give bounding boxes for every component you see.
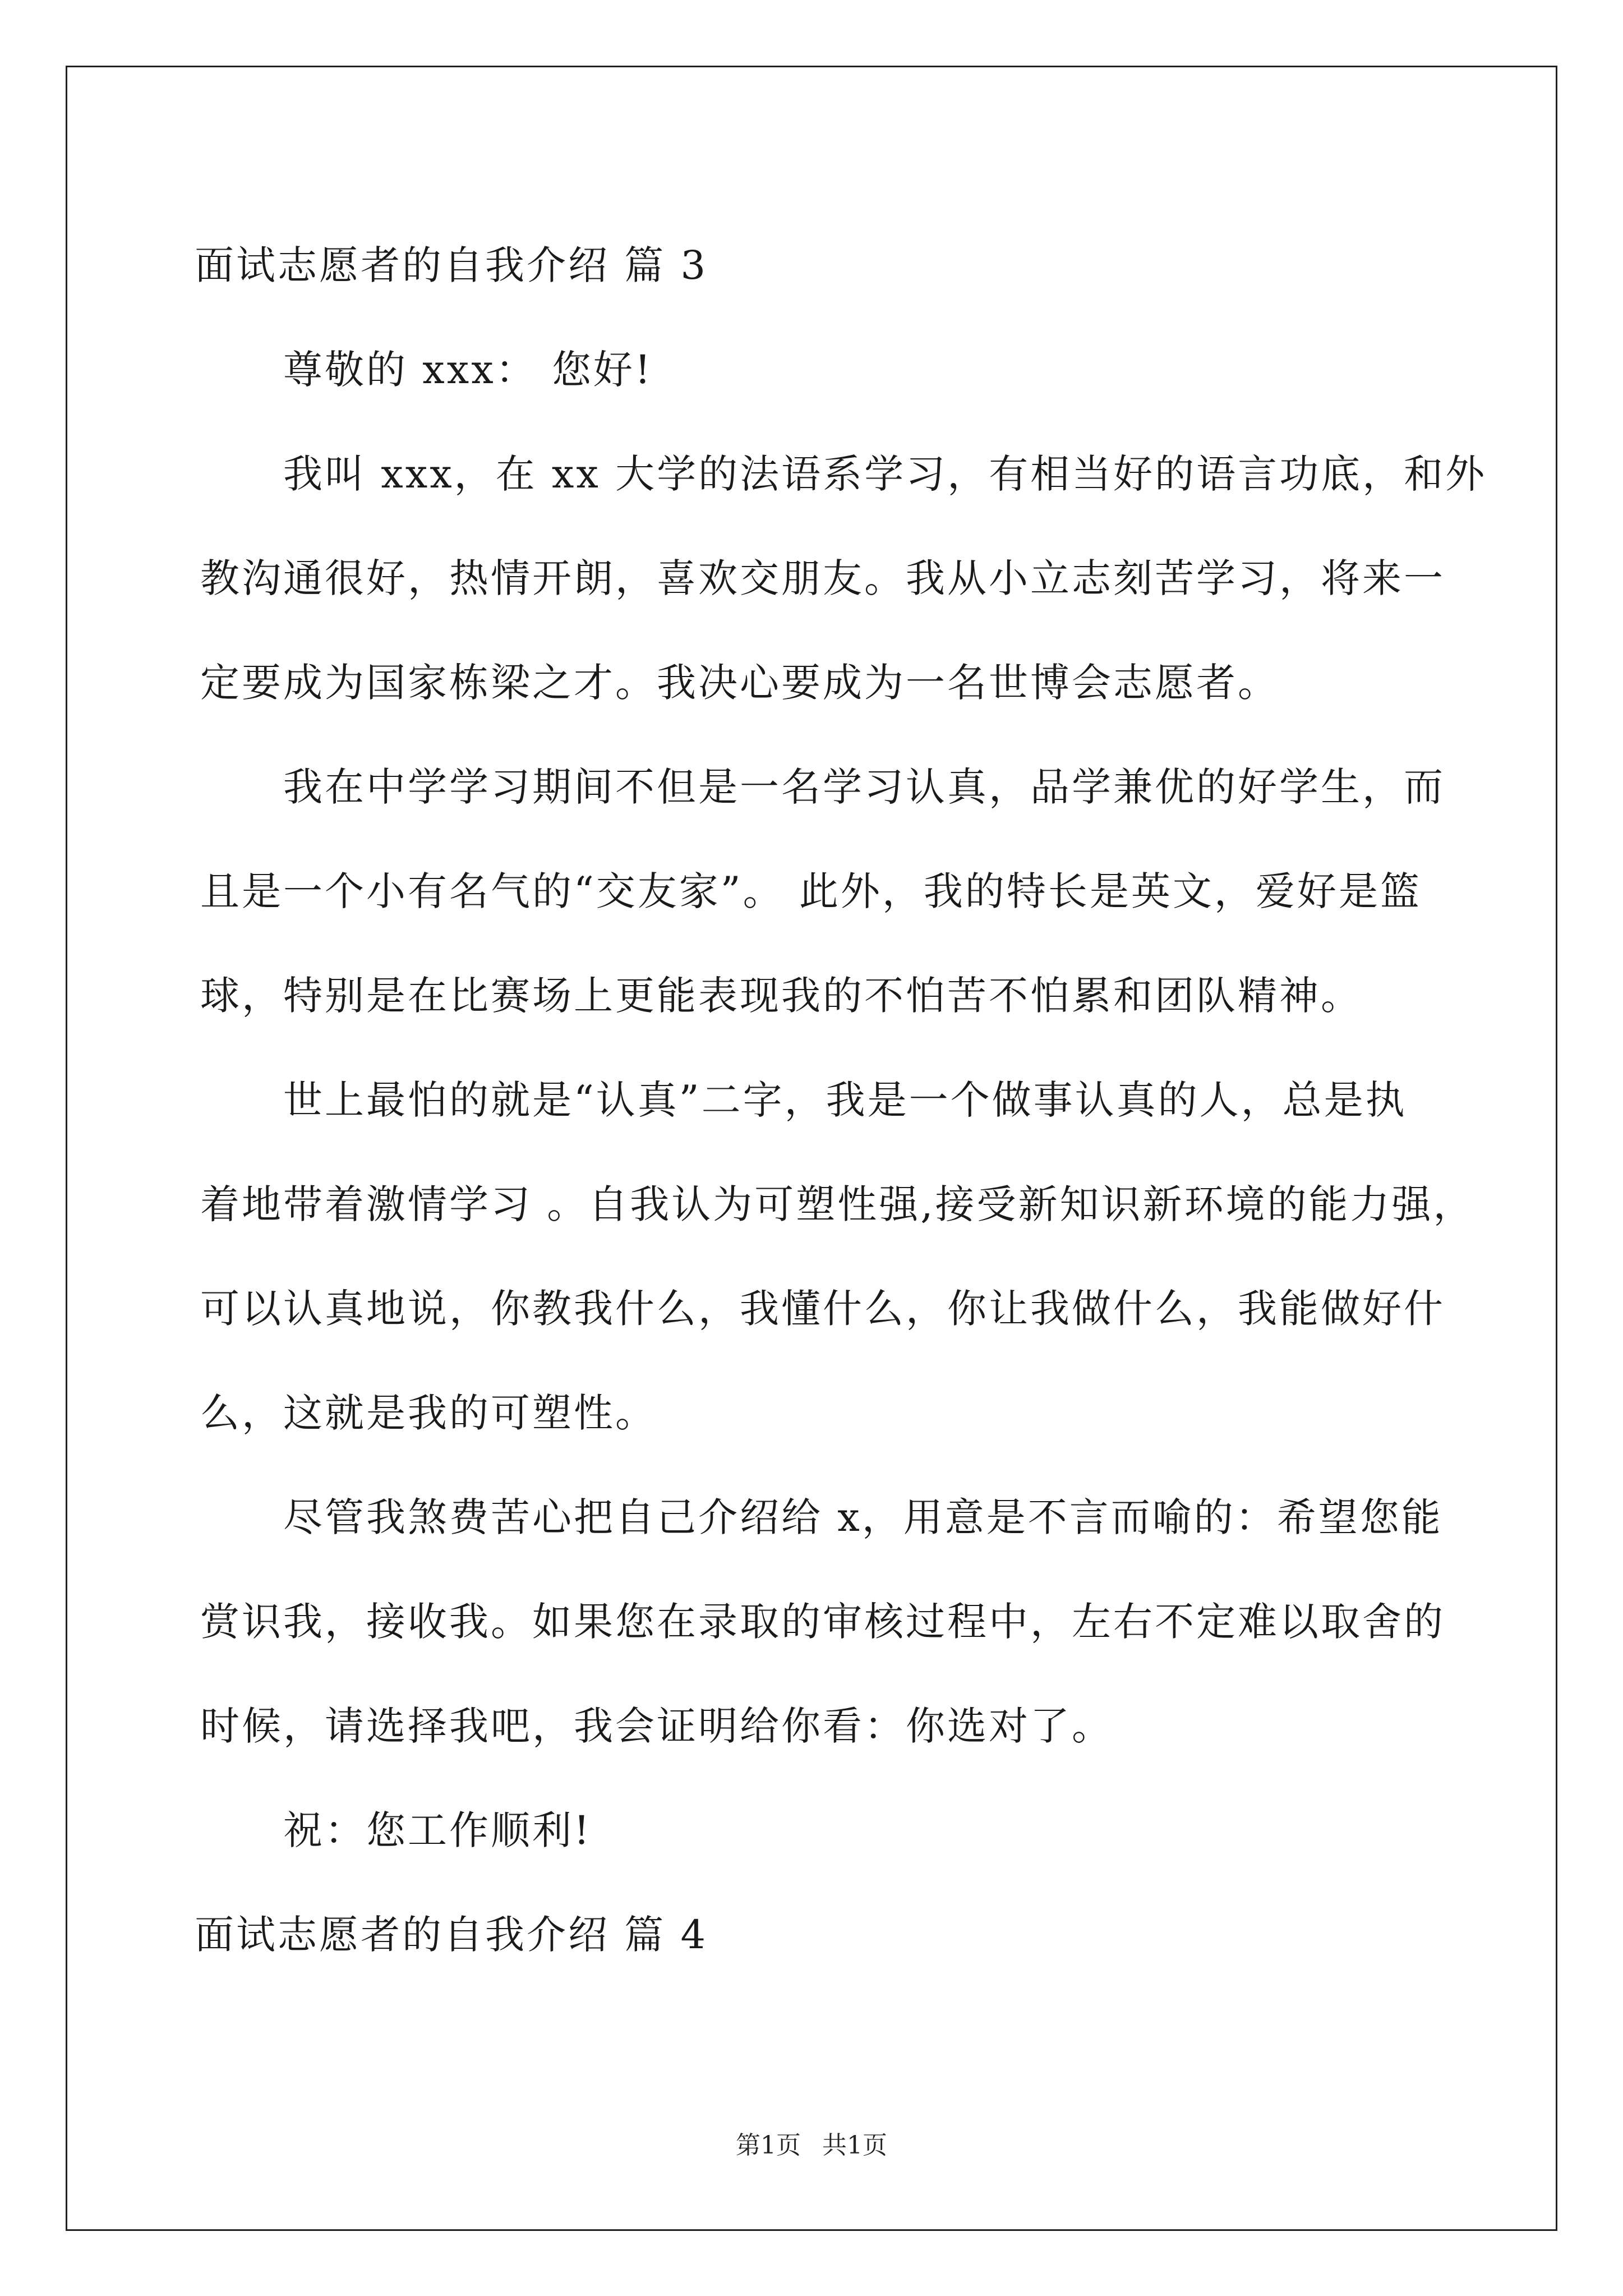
page-number: 第1页 bbox=[736, 2131, 801, 2160]
section-title-4: 面试志愿者的自我介绍 篇 4 bbox=[195, 1912, 708, 1958]
closing-line: 祝：您工作顺利! bbox=[283, 1807, 592, 1853]
paragraph-3-line-4: 么，这就是我的可塑性。 bbox=[200, 1390, 657, 1436]
page-total: 共1页 bbox=[822, 2131, 887, 2160]
page-footer bbox=[0, 2129, 1623, 2162]
paragraph-3-line-1: 世上最怕的就是“认真”二字，我是一个做事认真的人，总是执 bbox=[283, 1077, 1407, 1123]
section-title-3: 面试志愿者的自我介绍 篇 3 bbox=[195, 242, 708, 288]
paragraph-4-line-1: 尽管我煞费苦心把自己介绍给 x，用意是不言而喻的：希望您能 bbox=[283, 1494, 1443, 1540]
paragraph-2-line-2: 且是一个小有名气的“交友家”。 此外，我的特长是英文，爱好是篮 bbox=[200, 868, 1422, 914]
salutation: 尊敬的 xxx： 您好! bbox=[283, 347, 653, 393]
paragraph-1-line-1: 我叫 xxx，在 xx 大学的法语系学习，有相当好的语言功底，和外 bbox=[283, 451, 1487, 497]
paragraph-1-line-2: 教沟通很好，热情开朗，喜欢交朋友。我从小立志刻苦学习，将来一 bbox=[200, 555, 1445, 601]
paragraph-4-line-2: 赏识我，接收我。如果您在录取的审核过程中，左右不定难以取舍的 bbox=[200, 1599, 1445, 1645]
paragraph-4-line-3: 时候，请选择我吧，我会证明给你看：你选对了。 bbox=[200, 1703, 1113, 1749]
document-body bbox=[195, 213, 1487, 1987]
paragraph-3-line-2: 着地带着激情学习 。自我认为可塑性强,接受新知识新环境的能力强， bbox=[200, 1181, 1475, 1227]
paragraph-3-line-3: 可以认真地说，你教我什么，我懂什么，你让我做什么，我能做好什 bbox=[200, 1286, 1445, 1332]
paragraph-1-line-3: 定要成为国家栋梁之才。我决心要成为一名世博会志愿者。 bbox=[200, 660, 1279, 706]
paragraph-2-line-3: 球，特别是在比赛场上更能表现我的不怕苦不怕累和团队精神。 bbox=[200, 973, 1362, 1019]
paragraph-2-line-1: 我在中学学习期间不但是一名学习认真，品学兼优的好学生，而 bbox=[283, 764, 1445, 810]
